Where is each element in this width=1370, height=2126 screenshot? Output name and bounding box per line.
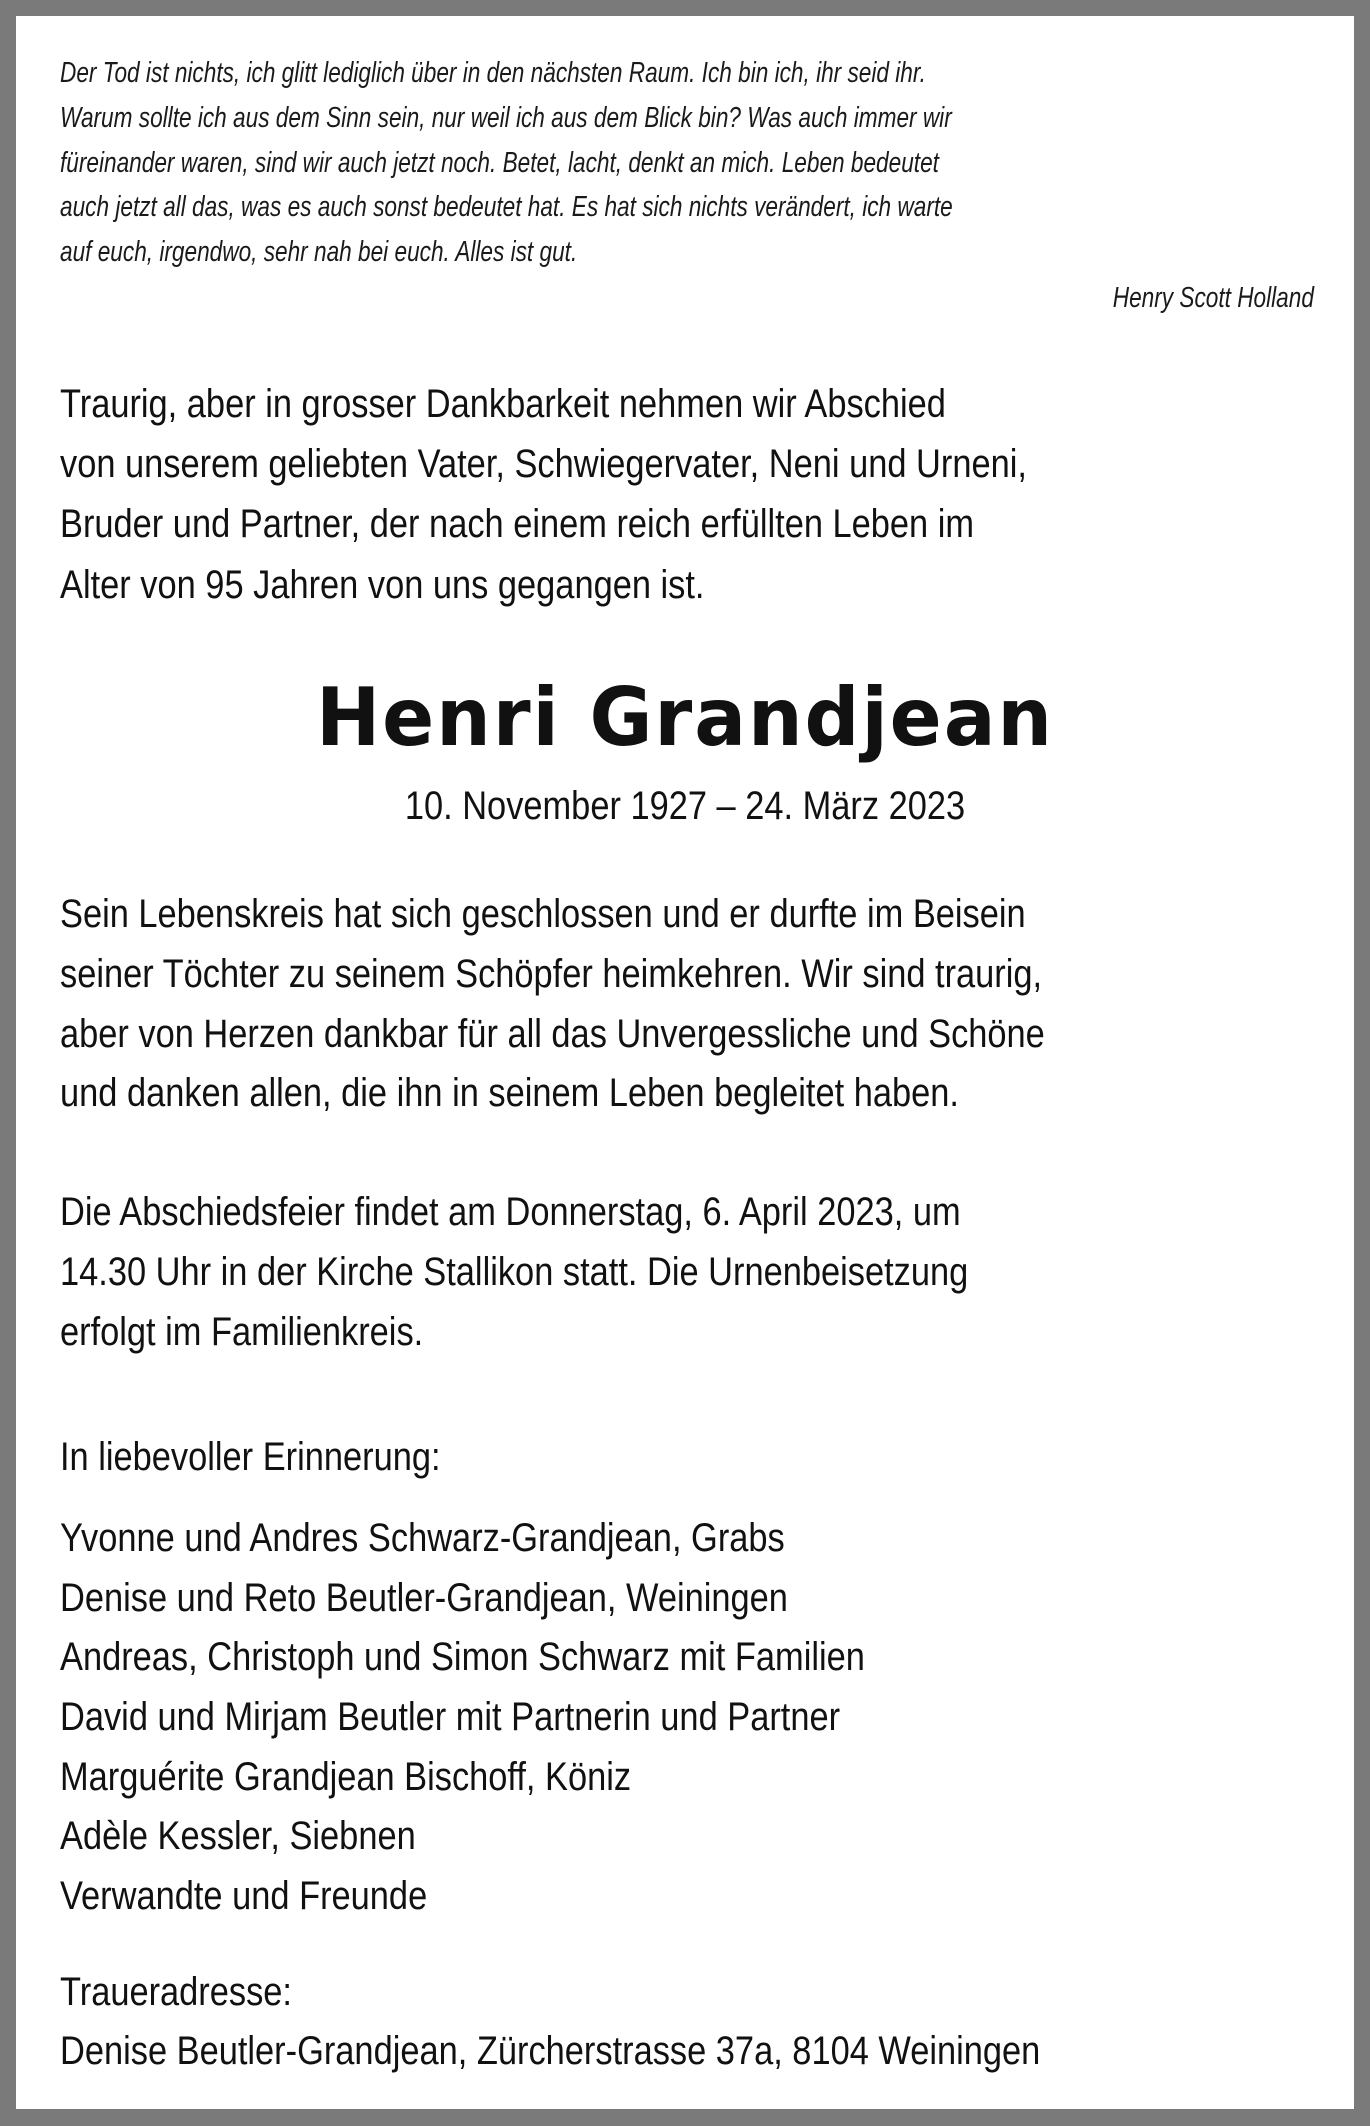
ceremony-line: erfolgt im Familienkreis. xyxy=(60,1310,424,1354)
obituary-notice xyxy=(16,16,1354,2109)
mourner-entry: Andreas, Christoph und Simon Schwarz mit Familien xyxy=(60,1635,865,1679)
intro-line: Alter von 95 Jahren von uns gegangen ist. xyxy=(60,563,705,607)
ceremony-line: Die Abschiedsfeier findet am Donnerstag, 6. April 2023, um xyxy=(60,1190,961,1234)
intro-line: Traurig, aber in grosser Dankbarkeit nehmen wir Abschied xyxy=(60,382,946,426)
ceremony-line: 14.30 Uhr in der Kirche Stallikon statt. Die Urnenbeisetzung xyxy=(60,1250,969,1294)
mourners-heading: In liebevoller Erinnerung: xyxy=(60,1435,441,1479)
mourner-entry: David und Mirjam Beutler mit Partnerin und Partner xyxy=(60,1695,841,1739)
life-dates: 10. November 1927 – 24. März 2023 xyxy=(404,784,966,828)
mourner-entry: Verwandte und Freunde xyxy=(60,1874,428,1918)
quote-line: auch jetzt all das, was es auch sonst bedeutet hat. Es hat sich nichts verändert, ich warte xyxy=(60,191,953,223)
mourner-entry: Adèle Kessler, Siebnen xyxy=(60,1814,416,1858)
mourner-entry: Yvonne und Andres Schwarz-Grandjean, Grabs xyxy=(60,1516,785,1560)
life-line: seiner Töchter zu seinem Schöpfer heimkehren. Wir sind traurig, xyxy=(60,952,1043,996)
mourner-entry: Marguérite Grandjean Bischoff, Köniz xyxy=(60,1755,632,1799)
quote-line: auf euch, irgendwo, sehr nah bei euch. Alles ist gut. xyxy=(60,236,578,268)
life-line: und danken allen, die ihn in seinem Leben begleitet haben. xyxy=(60,1071,959,1115)
intro-line: von unserem geliebten Vater, Schwiegervater, Neni und Urneni, xyxy=(60,442,1027,486)
life-line: aber von Herzen dankbar für all das Unvergessliche und Schöne xyxy=(60,1012,1045,1056)
quote-line: Der Tod ist nichts, ich glitt lediglich über in den nächsten Raum. Ich bin ich, ihr seid ihr. xyxy=(60,57,926,89)
intro-line: Bruder und Partner, der nach einem reich erfüllten Leben im xyxy=(60,502,975,546)
quote-line: Warum sollte ich aus dem Sinn sein, nur weil ich aus dem Blick bin? Was auch immer wir xyxy=(60,102,952,134)
quote-author: Henry Scott Holland xyxy=(1112,282,1314,314)
address-value: Denise Beutler-Grandjean, Zürcherstrasse 37a, 8104 Weiningen xyxy=(60,2029,1041,2073)
mourner-entry: Denise und Reto Beutler-Grandjean, Weiningen xyxy=(60,1576,788,1620)
quote-line: füreinander waren, sind wir auch jetzt noch. Betet, lacht, denkt an mich. Leben bedeutet xyxy=(60,147,939,179)
life-line: Sein Lebenskreis hat sich geschlossen und er durfte im Beisein xyxy=(60,892,1026,936)
deceased-name: Henri Grandjean xyxy=(315,671,1055,764)
address-label: Traueradresse: xyxy=(60,1970,292,2014)
